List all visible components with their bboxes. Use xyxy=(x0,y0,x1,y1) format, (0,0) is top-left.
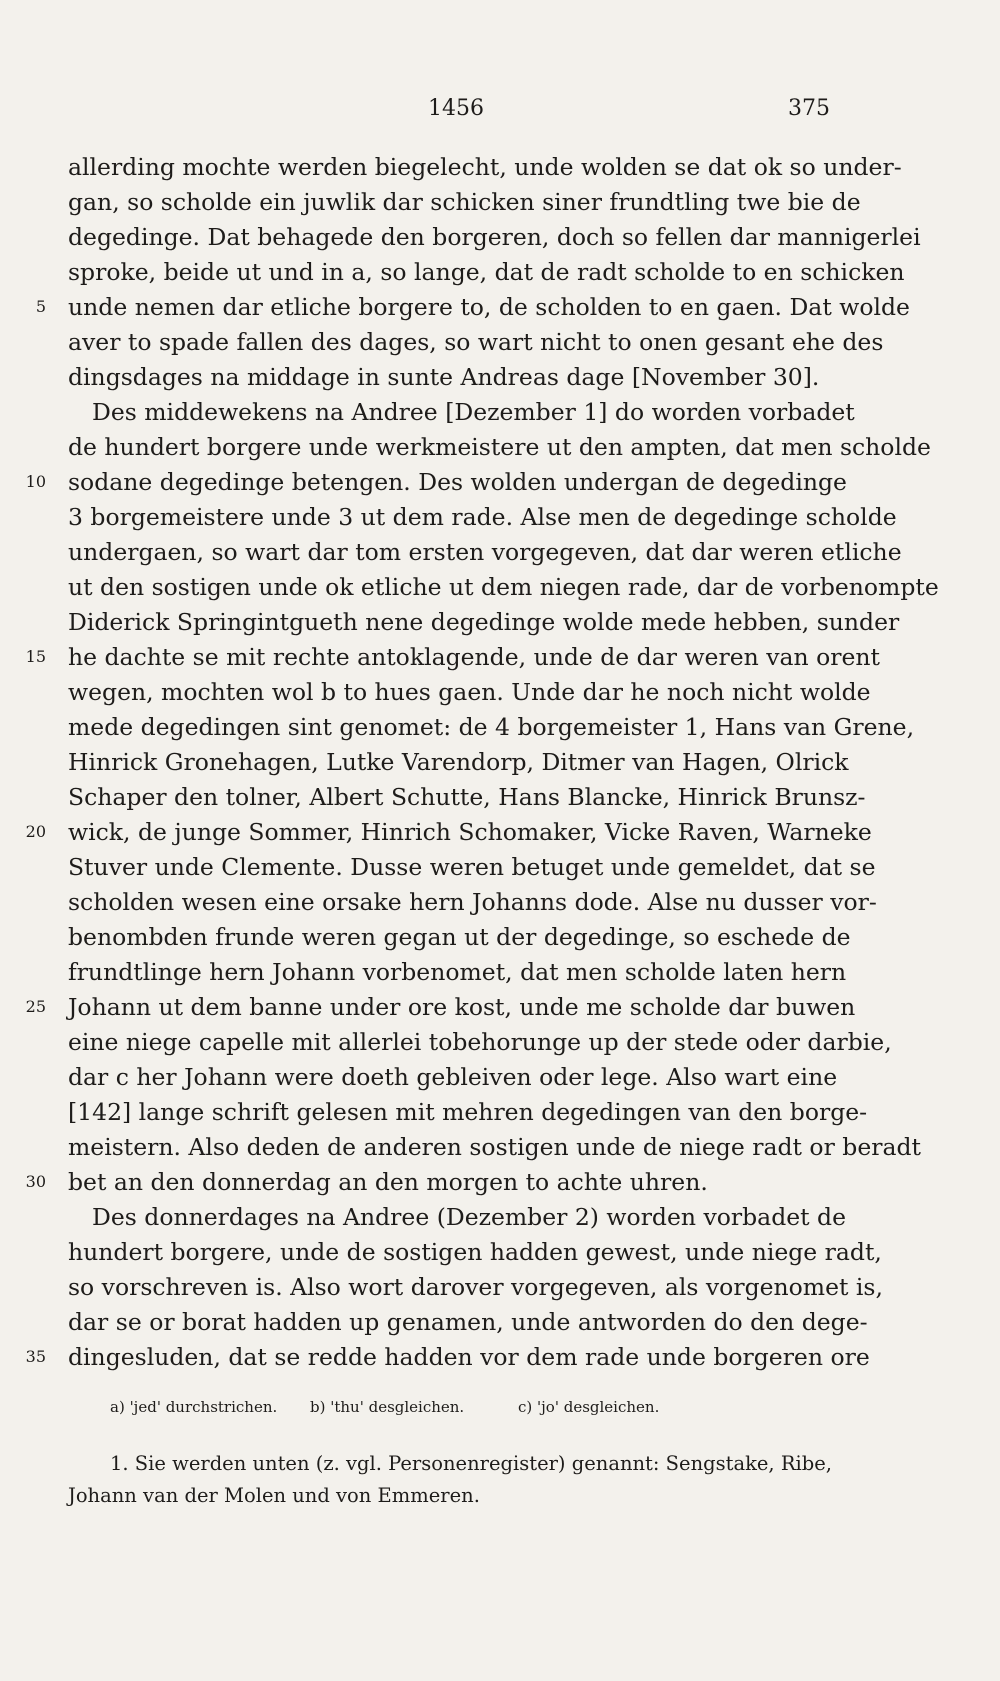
page-number: 375 xyxy=(788,96,830,121)
text-line: frundtlinge hern Johann vorbenomet, dat men scholde laten hern xyxy=(68,958,847,986)
text-line: scholden wesen eine orsake hern Johanns dode. Alse nu dusser vor- xyxy=(68,888,877,916)
text-line: Des middewekens na Andree [Dezember 1] do worden vorbadet xyxy=(92,398,855,426)
text-line: de hundert borgere unde werkmeistere ut den ampten, dat men scholde xyxy=(68,433,931,461)
header-year: 1456 xyxy=(428,96,484,121)
note-c: c) 'jo' desgleichen. xyxy=(518,1398,660,1416)
text-line: hundert borgere, unde de sostigen hadden gewest, unde niege radt, xyxy=(68,1238,882,1266)
line-number: 20 xyxy=(25,822,46,841)
page-header xyxy=(0,96,1000,126)
line-number: 35 xyxy=(25,1347,46,1366)
footnote-line: 1. Sie werden unten (z. vgl. Personenregister) genannt: Sengstake, Ribe, xyxy=(110,1452,832,1475)
text-line: meistern. Also deden de anderen sostigen unde de niege radt or beradt xyxy=(68,1133,921,1161)
text-line: Johann ut dem banne under ore kost, unde me scholde dar buwen xyxy=(68,993,856,1021)
line-number: 5 xyxy=(35,297,46,316)
note-b: b) 'thu' desgleichen. xyxy=(310,1398,465,1416)
text-line: Des donnerdages na Andree (Dezember 2) worden vorbadet de xyxy=(92,1203,847,1231)
text-line: dingesluden, dat se redde hadden vor dem rade unde borgeren ore xyxy=(68,1343,870,1371)
text-line: Hinrick Gronehagen, Lutke Varendorp, Ditmer van Hagen, Olrick xyxy=(68,748,849,776)
footnote xyxy=(68,1448,858,1512)
text-line: Schaper den tolner, Albert Schutte, Hans Blancke, Hinrick Brunsz- xyxy=(68,783,866,811)
text-line: so vorschreven is. Also wort darover vorgegeven, als vorgenomet is, xyxy=(68,1273,883,1301)
text-line: he dachte se mit rechte antoklagende, unde de dar weren van orent xyxy=(68,643,880,671)
textual-notes xyxy=(110,1398,870,1422)
line-number: 15 xyxy=(25,647,46,666)
note-a: a) 'jed' durchstrichen. xyxy=(110,1398,278,1416)
text-line: mede degedingen sint genomet: de 4 borgemeister 1, Hans van Grene, xyxy=(68,713,915,741)
footnote-line: Johann van der Molen und von Emmeren. xyxy=(68,1484,480,1507)
text-line: dingsdages na middage in sunte Andreas dage [November 30]. xyxy=(68,363,820,391)
line-number: 10 xyxy=(25,472,46,491)
text-line: dar c her Johann were doeth gebleiven oder lege. Also wart eine xyxy=(68,1063,838,1091)
text-line: unde nemen dar etliche borgere to, de scholden to en gaen. Dat wolde xyxy=(68,293,910,321)
text-line: 3 borgemeistere unde 3 ut dem rade. Alse men de degedinge scholde xyxy=(68,503,897,531)
text-line: allerding mochte werden biegelecht, unde wolden se dat ok so under- xyxy=(68,153,902,181)
text-line: wegen, mochten wol b to hues gaen. Unde dar he noch nicht wolde xyxy=(68,678,871,706)
text-line: sodane degedinge betengen. Des wolden undergan de degedinge xyxy=(68,468,847,496)
line-number: 25 xyxy=(25,997,46,1016)
text-line: degedinge. Dat behagede den borgeren, doch so fellen dar mannigerlei xyxy=(68,223,921,251)
line-number: 30 xyxy=(25,1172,46,1191)
text-line: wick, de junge Sommer, Hinrich Schomaker, Vicke Raven, Warneke xyxy=(68,818,872,846)
text-line: sproke, beide ut und in a, so lange, dat de radt scholde to en schicken xyxy=(68,258,905,286)
text-line: aver to spade fallen des dages, so wart nicht to onen gesant ehe des xyxy=(68,328,884,356)
text-line: gan, so scholde ein juwlik dar schicken siner frundtling twe bie de xyxy=(68,188,861,216)
text-line: [142] lange schrift gelesen mit mehren degedingen van den borge- xyxy=(68,1098,868,1126)
text-line: eine niege capelle mit allerlei tobehorunge up der stede oder darbie, xyxy=(68,1028,892,1056)
text-line: dar se or borat hadden up genamen, unde antworden do den dege- xyxy=(68,1308,868,1336)
text-line: Stuver unde Clemente. Dusse weren betuget unde gemeldet, dat se xyxy=(68,853,876,881)
text-line: undergaen, so wart dar tom ersten vorgegeven, dat dar weren etliche xyxy=(68,538,902,566)
text-line: ut den sostigen unde ok etliche ut dem niegen rade, dar de vorbenompte xyxy=(68,573,939,601)
text-line: bet an den donnerdag an den morgen to achte uhren. xyxy=(68,1168,708,1196)
text-line: benombden frunde weren gegan ut der degedinge, so eschede de xyxy=(68,923,851,951)
text-line: Diderick Springintgueth nene degedinge wolde mede hebben, sunder xyxy=(68,608,900,636)
